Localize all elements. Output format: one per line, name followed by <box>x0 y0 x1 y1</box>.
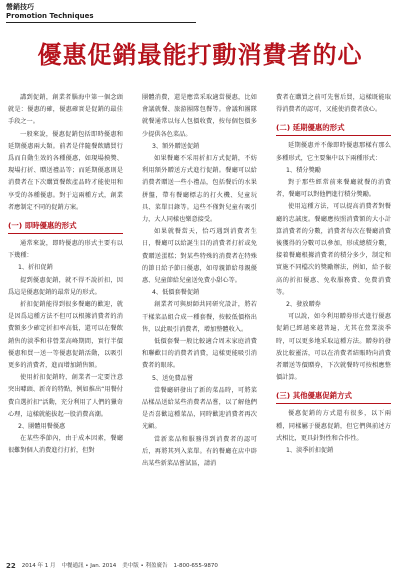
column-1 <box>8 92 123 458</box>
column-3 <box>276 92 391 457</box>
subheading: 5、送免費品嘗 <box>152 374 194 382</box>
issue-date: 2014 年 1 月 <box>21 563 56 569</box>
section-heading: (二) 延期優惠的形式 <box>276 122 391 136</box>
paragraph: 優惠促銷的方式還有很多，以下兩種，同樣屬于優惠促銷，但它們與前述方式相比，更具針對性和合作性。 <box>276 410 391 442</box>
column-2 <box>142 92 257 470</box>
subheading: 1、積分獎勵 <box>286 166 321 174</box>
paragraph: 通常來說，即時優惠的形式主要有以下幾種： <box>8 240 123 260</box>
section-heading: (三) 其他優惠促銷方式 <box>276 390 391 404</box>
paragraph: 使用這種方法，可以提高消費者對餐廳的忠誠度。餐廳應按照消費額的大小計算消費者的分數，消費者每次在餐廳消費後獲得的分數可以參加，形成總積分數，接着餐廳根據消費者的積分多少，制定和實施不同檔次的獎勵辦法，例如，給予較高的折扣優惠、免收服務費、免費消費等。 <box>276 203 391 296</box>
paragraph: 如果就餐當天，恰巧遇到消費者生日，餐廳可以給誕生目的消費者打折或免費贈送蛋糕；對某些特殊的消費者在特殊的節日給予節日優惠，如母親節給母親優惠、兒童節給兒童送免費小甜心等。 <box>142 228 257 285</box>
phone-number: 1-800-655-9870 <box>173 563 218 569</box>
paragraph: 可以說，如今利用贈券形式進行優惠促銷已經越來越普遍，尤其在營業淡季時，可以更多地采取這種方法。贈券的發放比較靈活，可以在消費者結賬時向消費者贈送等價贈券，下次就餐時可按相應整價計算。 <box>276 313 391 382</box>
paragraph: 當餐廳研發出了新的菜品時，可將菜品樣品送給某些消費者品嘗，以了解他們是否喜歡這種菜品，同時歡迎消費者再次光顧。 <box>142 386 257 431</box>
paragraph: 講到促銷，創業者腦海中第一個念頭就是：優惠的確，優惠確實是促銷的最佳手段之一。 <box>8 94 123 126</box>
header-rule <box>6 22 196 23</box>
paragraph: 在某些季節內，由于成本因素，餐廳很難對個人消費進行打折，但對 <box>8 435 123 455</box>
paragraph: 提到優惠促銷，就不得不說折扣，因爲這是優惠促銷的最常見的形式。 <box>8 276 123 296</box>
edition-label: 美中版 • 利盈廣告 <box>122 563 168 569</box>
paragraph: 創業者可與厨師共同研究設計，將若干樣菜品組合成一種套餐，按較低價格出售，以此吸引消費者，增加整體收入。 <box>142 301 257 333</box>
subheading: 2、發放贈券 <box>286 301 321 309</box>
subheading: 2、團體用餐優惠 <box>18 423 66 431</box>
paragraph: 延期優惠并不像即時優惠那樣有那么多種形式，它主要集中以下兩種形式： <box>276 142 391 162</box>
section-label-en: Promotion Techniques <box>6 12 94 20</box>
paragraph: 對于那些經常前來餐廳就餐的消費者，餐廳可以對他們進行積分獎勵。 <box>276 179 391 199</box>
paragraph: 當新菜品和服務得到消費者的認可后，再將其列入菜單。有的餐廳在店中辟出某些新菜品嘗試區，請消 <box>142 435 257 468</box>
paragraph: 費者在購買之前可先嘗后買，這樣既能取得消費者的認可，又能使消費者放心。 <box>276 94 391 114</box>
paragraph: 低價套餐一般比較適合周末家庭消費和聯歡目的消費者消費，這樣更能吸引消費者的眼球。 <box>142 338 257 370</box>
section-header <box>6 3 196 23</box>
article-title: 優惠促銷最能打動消費者的心 <box>37 41 363 69</box>
section-label-zh: 營銷技巧 <box>6 3 34 11</box>
section-heading: (一) 即時優惠的形式 <box>8 220 123 234</box>
page-number: 22 <box>6 562 16 570</box>
subheading: 1、淡季折扣促銷 <box>286 447 334 455</box>
paragraph: 使用折扣促銷時，創業者一定要注意突出噱頭、新奇的特點，例如推出“用餐付費自選折扣”活動，充分利用了人們的獵奇心理，這樣就能拔起一股消費高潮。 <box>8 374 123 418</box>
paragraph: 折扣促銷能得到很多餐廳的歡迎，就是因爲這種方法不但可以根據消費者的消費額多少確定折扣率高低，還可以在餐飲銷售的淡季和非營業高峰期間，實行半價優惠和買一送一等優惠促銷活動，以吸引更多的消費者，進而增加銷售額。 <box>8 301 123 370</box>
paragraph: 團體消費，還是應當采取適當優惠，比如會議就餐、旅游團隊包餐等。會議和團隊就餐通常以每人包價收費，按每個包價多少提供各色菜品。 <box>142 94 257 138</box>
subheading: 4、低價套餐促銷 <box>152 289 200 297</box>
subheading: 3、額外贈送促銷 <box>152 142 200 150</box>
page-footer <box>6 562 218 570</box>
magazine-name: 中餐通訊 • Jan. 2014 <box>61 563 117 569</box>
paragraph: 一般來說，優惠促銷包括即時優惠和延期優惠兩大類。前者是伴隨餐飲購買行爲而自動生效的各種優惠，如現場摸獎、現場打折、贈送禮品等；而延期優惠則是消費者在下次購買餐飲產品時才能使用和享受的各種優惠。對于這兩種方式，創業者應制定不同的促銷方案。 <box>8 130 123 211</box>
subheading: 1、折扣促銷 <box>18 264 53 272</box>
paragraph: 如果餐廳不采用折扣方式促銷，不妨利用額外贈送方式進行促銷。餐廳可以給消費者贈送一些小禮品，包括餐后的水果拼盤，帶有餐廳標志的打火機、兒童玩具、菜單目錄等。這些不僅對兒童有吸引力，大人同樣也樂意接受。 <box>142 155 257 224</box>
